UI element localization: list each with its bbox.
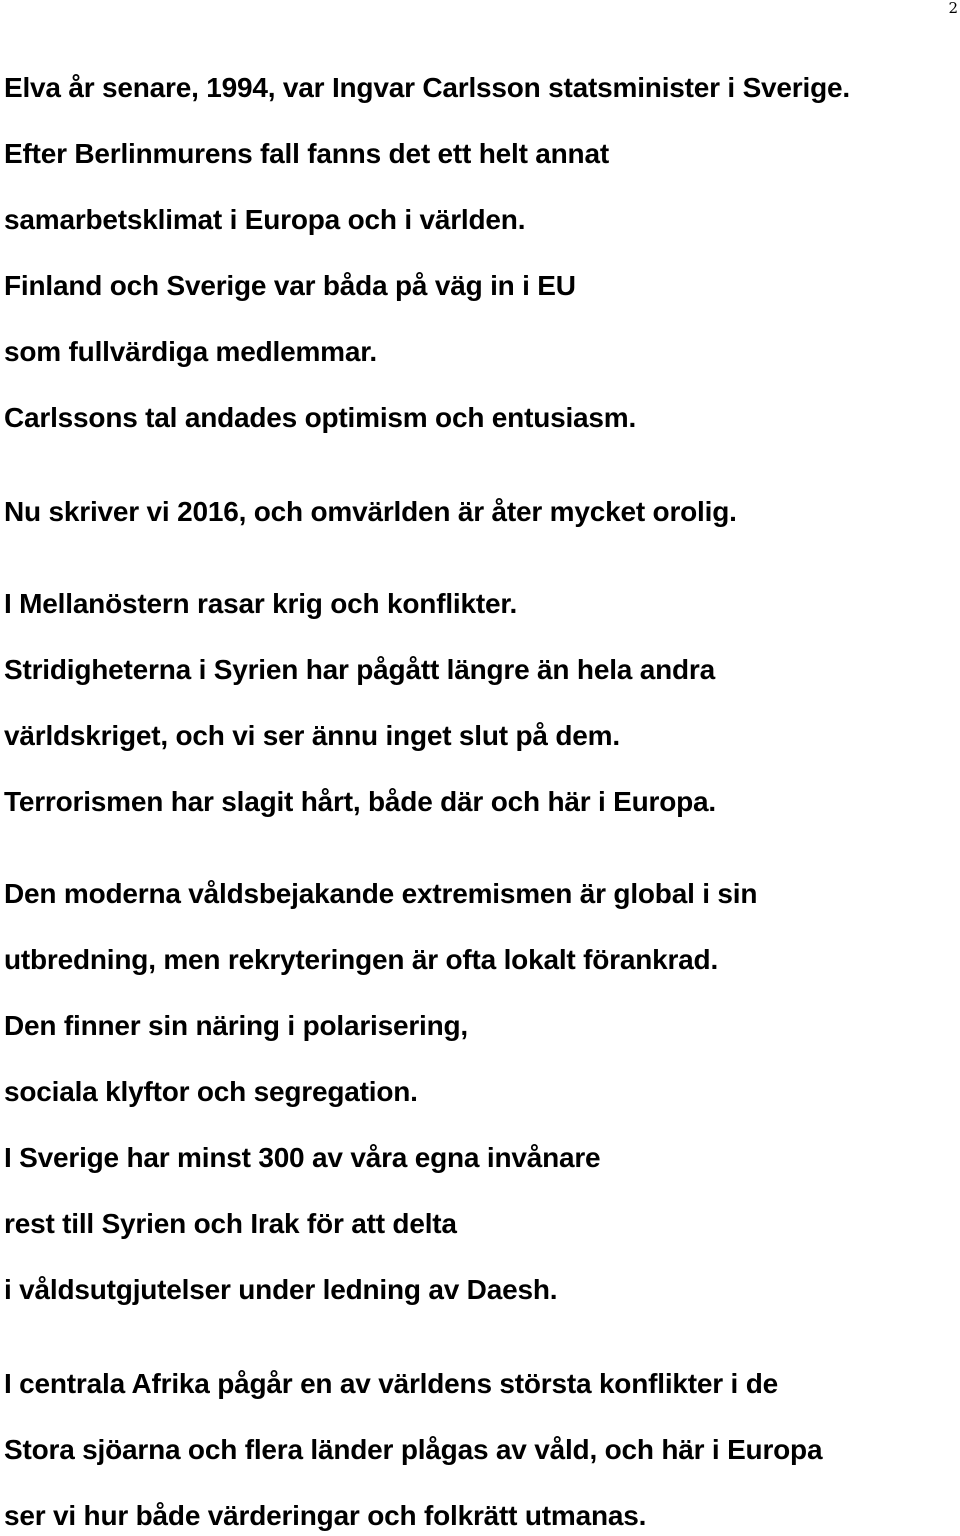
text-line: samarbetsklimat i Europa och i världen. — [4, 204, 526, 235]
text-line: ser vi hur både värderingar och folkrätt utmanas. — [4, 1500, 647, 1531]
text-line: sociala klyftor och segregation. — [4, 1076, 418, 1107]
text-line: Carlssons tal andades optimism och entusiasm. — [4, 402, 637, 433]
text-line: Efter Berlinmurens fall fanns det ett helt annat — [4, 138, 609, 169]
text-line: Elva år senare, 1994, var Ingvar Carlsson statsminister i Sverige. — [4, 72, 850, 103]
text-line: Nu skriver vi 2016, och omvärlden är åter mycket orolig. — [4, 496, 737, 527]
text-line: som fullvärdiga medlemmar. — [4, 336, 377, 367]
text-line: Stora sjöarna och flera länder plågas av våld, och här i Europa — [4, 1434, 823, 1465]
text-line: i våldsutgjutelser under ledning av Daesh. — [4, 1274, 558, 1305]
text-line: I Sverige har minst 300 av våra egna invånare — [4, 1142, 601, 1173]
text-line: I Mellanöstern rasar krig och konflikter. — [4, 588, 518, 619]
text-line: I centrala Afrika pågår en av världens största konflikter i de — [4, 1368, 778, 1399]
page-number: 2 — [948, 0, 958, 17]
text-line: Den finner sin näring i polarisering, — [4, 1010, 469, 1041]
text-line: Den moderna våldsbejakande extremismen är global i sin — [4, 878, 758, 909]
text-line: Stridigheterna i Syrien har pågått längre än hela andra — [4, 654, 715, 685]
text-line: rest till Syrien och Irak för att delta — [4, 1208, 457, 1239]
text-line: Finland och Sverige var båda på väg in i EU — [4, 270, 576, 301]
text-line: Terrorismen har slagit hårt, både där och här i Europa. — [4, 786, 716, 817]
text-line: världskriget, och vi ser ännu inget slut på dem. — [4, 720, 620, 751]
text-line: utbredning, men rekryteringen är ofta lokalt förankrad. — [4, 944, 719, 975]
